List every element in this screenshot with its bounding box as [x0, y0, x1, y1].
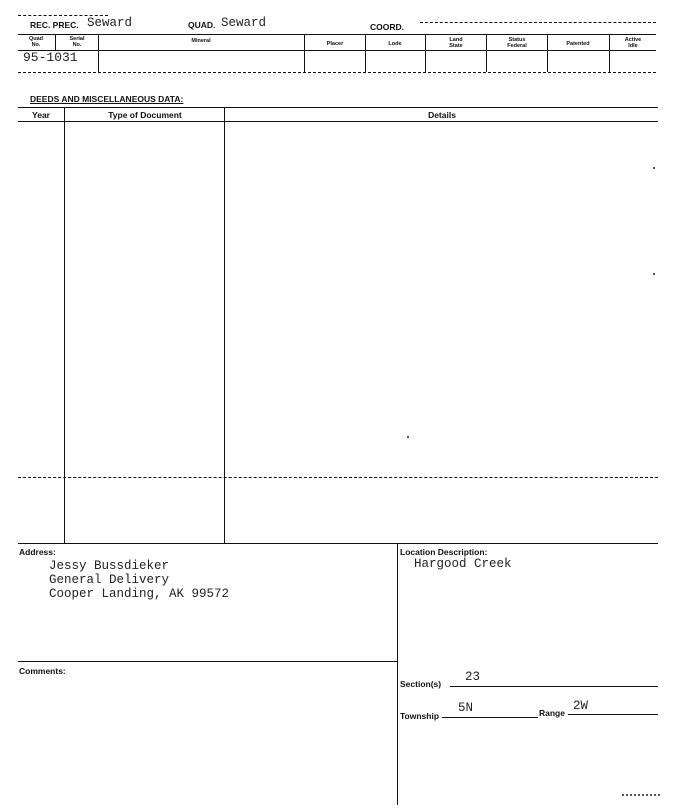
- col-div-2: [98, 34, 99, 72]
- top-table-top: [18, 34, 656, 35]
- scan-mark: [622, 794, 660, 800]
- col-year: Year: [32, 110, 50, 120]
- col-div-8: [609, 34, 610, 72]
- col-div-5: [425, 34, 426, 72]
- deeds-header-bottom: [18, 121, 658, 122]
- address-line-1: Jessy Bussdieker: [49, 559, 170, 573]
- lower-center-divider: [397, 543, 398, 805]
- col-mineral: Mineral: [191, 38, 211, 44]
- col-details: Details: [428, 110, 456, 120]
- sections-underline: [450, 686, 658, 687]
- location-description-value: Hargood Creek: [414, 557, 512, 571]
- range-label: Range: [539, 708, 565, 718]
- col-land-state: Land State: [449, 37, 463, 49]
- col-div-3: [304, 34, 305, 72]
- coord-rule: [420, 22, 656, 23]
- col-div-7: [547, 34, 548, 72]
- col-status-federal: Status Federal: [507, 37, 527, 49]
- range-underline: [568, 714, 658, 715]
- rec-prec-value: Seward: [87, 16, 133, 30]
- range-value: 2W: [573, 699, 589, 713]
- col-lode: Lode: [388, 41, 402, 47]
- sections-label: Section(s): [400, 679, 442, 689]
- scan-speck: [407, 436, 409, 438]
- top-table-bottom: [18, 72, 656, 73]
- col-placer: Placer: [326, 41, 344, 47]
- address-line-3: Cooper Landing, AK 99572: [49, 587, 230, 601]
- quad-serial-value: 95-1031: [23, 50, 78, 65]
- deeds-table-top: [18, 107, 658, 108]
- deeds-dashed-divider: [18, 477, 658, 478]
- coord-label: COORD.: [370, 22, 404, 32]
- col-div-4: [365, 34, 366, 72]
- township-underline: [442, 717, 538, 718]
- location-description-label: Location Description:: [400, 547, 488, 557]
- scan-speck: [653, 273, 655, 275]
- col-div-6: [486, 34, 487, 72]
- comments-label: Comments:: [19, 666, 66, 676]
- rec-prec-label: REC. PREC.: [30, 20, 79, 30]
- col-div-1: [55, 34, 56, 50]
- township-value: 5N: [458, 701, 474, 715]
- lower-top-rule: [18, 543, 658, 544]
- col-patented: Patented: [566, 41, 590, 47]
- col-active-idle: Active Idle: [624, 37, 642, 49]
- top-table-header-bottom: [18, 50, 656, 51]
- sections-value: 23: [465, 670, 481, 684]
- col-serial-no: Serial No.: [69, 36, 85, 48]
- address-line-2: General Delivery: [49, 573, 170, 587]
- scan-speck: [653, 167, 655, 169]
- col-quad-no: Quad No.: [28, 36, 44, 48]
- quad-value: Seward: [221, 16, 267, 30]
- quad-label: QUAD.: [188, 20, 216, 30]
- col-type-of-document: Type of Document: [108, 110, 182, 120]
- comments-top-rule: [18, 661, 397, 662]
- address-label: Address:: [19, 547, 56, 557]
- township-label: Township: [400, 711, 440, 721]
- deeds-section-title: DEEDS AND MISCELLANEOUS DATA:: [30, 94, 184, 104]
